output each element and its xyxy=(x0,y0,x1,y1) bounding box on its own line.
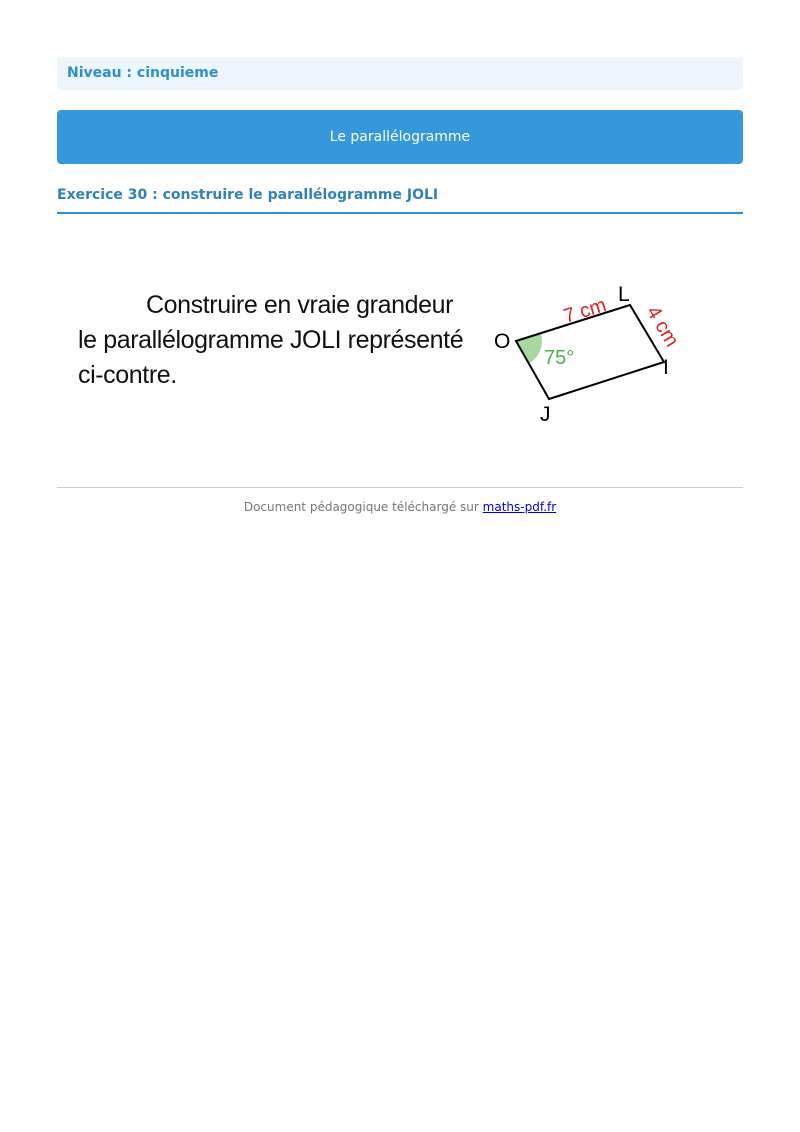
side-li-length: 4 cm xyxy=(641,302,683,351)
vertex-i-label: I xyxy=(663,356,669,379)
statement-line-2: le parallélogramme JOLI représenté xyxy=(78,326,464,354)
footer-text: Document pédagogique téléchargé sur xyxy=(243,500,479,514)
footer-separator xyxy=(57,487,743,488)
footer xyxy=(0,500,800,514)
statement-line-1: Construire en vraie grandeur xyxy=(146,291,454,319)
angle-o-value: 75° xyxy=(544,347,575,369)
side-ol-length: 7 cm xyxy=(561,294,609,328)
vertex-j-label: J xyxy=(540,403,551,426)
level-badge: Niveau : cinquieme xyxy=(57,57,743,90)
exercise-title: Exercice 30 : construire le parallélogramme JOLI xyxy=(57,186,743,214)
chapter-title: Le parallélogramme xyxy=(57,110,743,164)
exercise-statement xyxy=(78,288,478,393)
parallelogram-figure xyxy=(488,276,698,430)
footer-link[interactable]: maths-pdf.fr xyxy=(482,500,557,514)
statement-line-3: ci-contre. xyxy=(78,361,177,389)
vertex-o-label: O xyxy=(494,330,511,353)
vertex-l-label: L xyxy=(618,283,630,306)
